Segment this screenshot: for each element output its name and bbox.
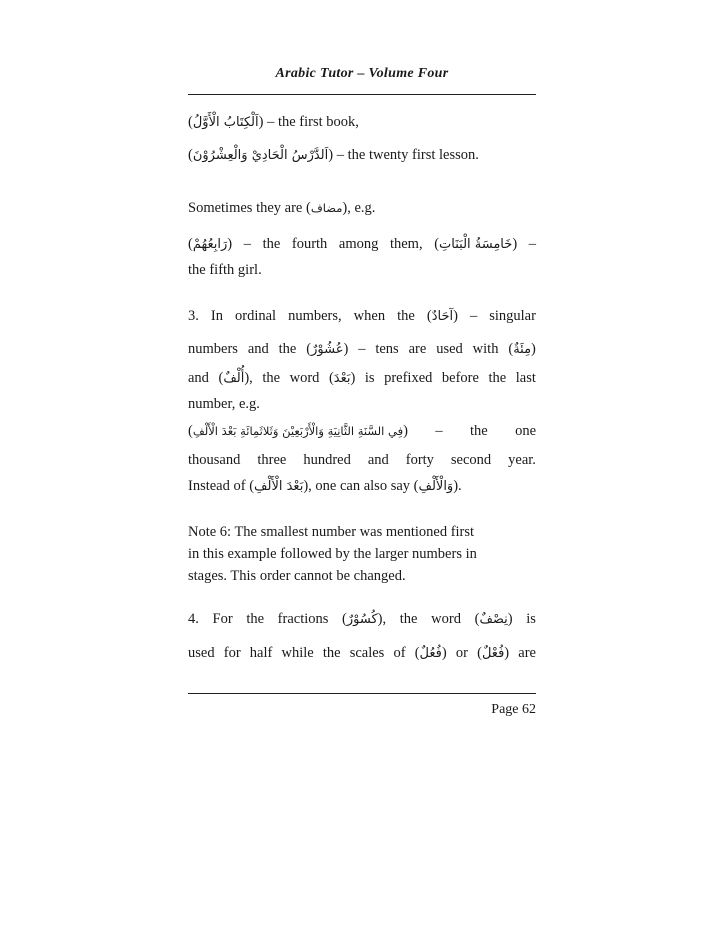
text-line-3: [188, 198, 536, 218]
word: the: [397, 308, 415, 324]
word: when: [353, 308, 386, 324]
arabic-phrase: عُشُوْرٌ: [311, 342, 344, 357]
text-line-16: [188, 609, 536, 630]
text-line-5: the fifth girl.: [188, 262, 262, 278]
word: prefixed: [384, 370, 433, 386]
text-line-13: Note 6: The smallest number was mentioned first: [188, 524, 475, 540]
word: thousand: [188, 452, 241, 468]
arabic-phrase: فُعْلٌ: [481, 646, 505, 661]
arabic-group: (خَامِسَةُ الْبَنَاتِ): [434, 236, 518, 252]
text-line-9: number, e.g.: [188, 396, 260, 412]
arabic-phrase: بَعْدَ: [333, 371, 351, 386]
text-line-15: stages. This order cannot be changed.: [188, 568, 406, 584]
word: –: [528, 236, 536, 252]
word: before: [441, 370, 479, 386]
word: 3.: [188, 308, 199, 324]
arabic-phrase: بَعْدَ الْأَلْفِ: [254, 479, 304, 494]
header-rule: [188, 94, 536, 95]
word: forty: [405, 452, 434, 468]
text-line-10: [188, 421, 536, 441]
word: –: [243, 236, 251, 252]
word: and: [247, 341, 269, 357]
line-text: Sometimes they are (: [188, 200, 311, 216]
word: word: [289, 370, 320, 386]
running-header: Arabic Tutor – Volume Four: [275, 66, 449, 81]
word: the: [322, 645, 341, 661]
word: the: [399, 611, 418, 627]
arabic-group: (أُلْفٌ),: [218, 370, 253, 386]
word: for: [223, 645, 241, 661]
word: –: [358, 341, 366, 357]
word: the: [262, 370, 281, 386]
line-text: ), one can also say (: [303, 478, 419, 494]
arabic-group: (كُسُوْرٌ),: [342, 611, 387, 627]
text-line-4: [188, 234, 536, 255]
word: numbers: [188, 341, 238, 357]
word: while: [281, 645, 314, 661]
word: the: [262, 236, 281, 252]
line-text: – the first book,: [263, 114, 359, 130]
word: –: [435, 423, 443, 439]
arabic-group: (نِصْفٌ): [474, 611, 513, 627]
line-text: ).: [453, 478, 462, 494]
text-line-8: [188, 368, 536, 389]
text-line-6: [188, 306, 536, 327]
word: the: [488, 370, 507, 386]
word: scales: [349, 645, 385, 661]
page-number: Page 62: [491, 702, 536, 717]
arabic-phrase: آحَادٌ: [431, 309, 454, 324]
word: the: [469, 423, 488, 439]
text-line-7: [188, 339, 536, 360]
arabic-group: (فِي السَّنَةِ الثَّانِيَةِ وَالْأَرْبَعِيْنَ وَثَلاثَمِائَةِ بَعْدَ الْأَلْفِ): [188, 423, 408, 439]
word: tens: [375, 341, 399, 357]
word: fourth: [291, 236, 328, 252]
arabic-phrase: أُلْفٌ: [223, 371, 245, 386]
word: second: [450, 452, 492, 468]
arabic-group: (عُشُوْرٌ): [306, 341, 349, 357]
arabic-phrase: فِي السَّنَةِ الثَّانِيَةِ وَالْأَرْبَعِيْنَ وَثَلاثَمِائَةِ بَعْدَ الْأَلْفِ: [192, 424, 404, 438]
word: hundred: [303, 452, 351, 468]
word: three: [257, 452, 287, 468]
line-text: – the twenty first lesson.: [333, 147, 479, 163]
arabic-phrase: مِئَةٌ: [513, 342, 532, 357]
word: word: [431, 611, 461, 627]
arabic-term: مضاف: [310, 201, 343, 215]
line-text: Instead of (: [188, 478, 255, 494]
word: ordinal: [235, 308, 277, 324]
word: is: [526, 611, 536, 627]
text-line-17: [188, 643, 536, 664]
word: fractions: [277, 611, 329, 627]
line-text: ), e.g.: [342, 200, 376, 216]
word: For: [212, 611, 233, 627]
word: is: [364, 370, 375, 386]
word: –: [469, 308, 478, 324]
word: or: [455, 645, 468, 661]
arabic-group: (فُعْلٌ): [477, 645, 510, 661]
arabic-group: (فُعُلٌ): [414, 645, 447, 661]
word: them,: [389, 236, 423, 252]
arabic-phrase: وَالْأَلْفِ: [418, 479, 454, 494]
word: and: [367, 452, 389, 468]
word: one: [515, 423, 536, 439]
word: and: [188, 370, 209, 386]
arabic-phrase: نِصْفٌ: [479, 612, 508, 627]
arabic-group: (رَابِعُهُمْ): [188, 236, 233, 252]
word: of: [393, 645, 406, 661]
text-line-11: [188, 450, 536, 470]
word: singular: [489, 308, 536, 324]
arabic-group: (مِئَةٌ): [508, 341, 536, 357]
word: used: [436, 341, 463, 357]
arabic-phrase: خَامِسَةُ الْبَنَاتِ: [439, 237, 513, 252]
arabic-phrase: اَلْكِتَابُ الْأَوَّلُ: [192, 115, 259, 130]
word: among: [338, 236, 379, 252]
text-line-14: in this example followed by the larger numbers in: [188, 546, 477, 562]
word: half: [249, 645, 273, 661]
arabic-phrase: رَابِعُهُمْ: [192, 237, 228, 252]
arabic-phrase: فُعُلٌ: [419, 646, 442, 661]
word: used: [188, 645, 215, 661]
footer-rule: [188, 693, 536, 694]
text-line-12: [188, 476, 536, 497]
word: year.: [508, 452, 536, 468]
text-line-1: (اَلْكِتَابُ الْأَوَّلُ) – the first book,: [188, 114, 359, 130]
word: In: [210, 308, 223, 324]
text-line-2: (اَلدَّرْسُ الْحَادِيْ وَالْعِشْرُوْنَ) – the twenty first lesson.: [188, 147, 479, 163]
word: numbers,: [288, 308, 342, 324]
word: with: [472, 341, 499, 357]
word: are: [518, 645, 536, 661]
arabic-phrase: كُسُوْرٌ: [346, 612, 378, 627]
word: 4.: [188, 611, 199, 627]
word: are: [408, 341, 427, 357]
arabic-group: (بَعْدَ): [328, 370, 356, 386]
arabic-phrase: اَلدَّرْسُ الْحَادِيْ وَالْعِشْرُوْنَ: [192, 148, 329, 163]
arabic-group: (آحَادٌ): [426, 308, 458, 324]
word: last: [515, 370, 536, 386]
document-page: [188, 0, 536, 942]
word: the: [278, 341, 297, 357]
word: the: [246, 611, 265, 627]
